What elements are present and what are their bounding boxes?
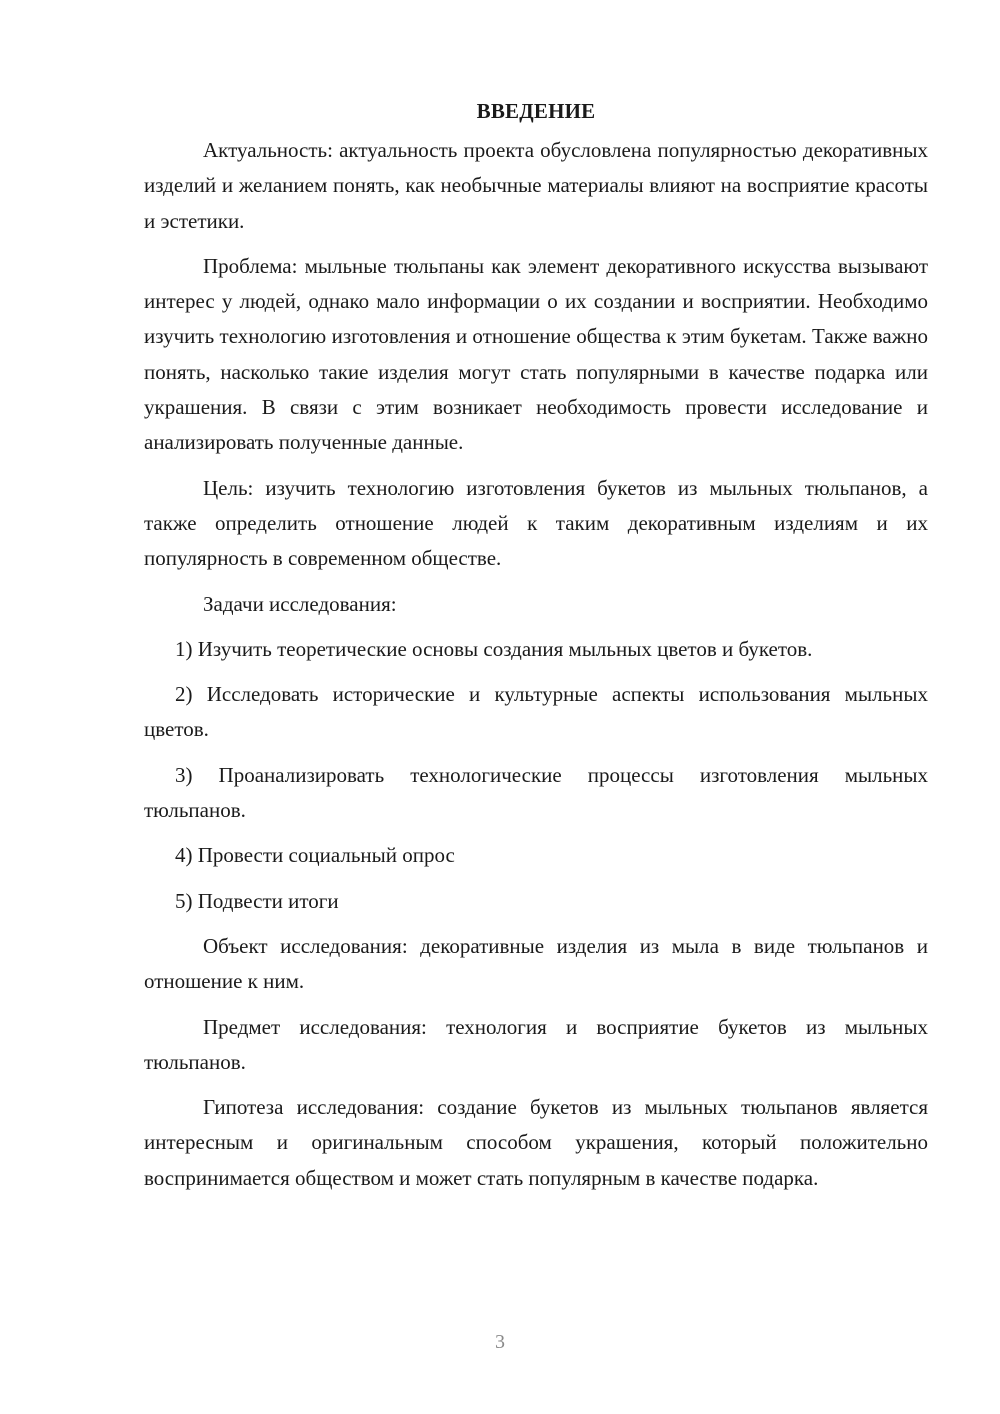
task-item-4: 4) Провести социальный опрос [175,843,455,868]
task-item-1: 1) Изучить теоретические основы создания мыльных цветов и букетов. [175,636,813,661]
paragraph-hypothesis: Гипотеза исследования: создание букетов из мыльных тюльпанов является интересным и оригинальным способом украшения, который положительно воспринимается обществом и может стать популярным в качестве подарка. [144,1095,928,1190]
paragraph-tasks-heading: Задачи исследования: [203,591,397,616]
page-content [144,94,928,1206]
task-item-2: 2) Исследовать исторические и культурные аспекты использования мыльных цветов. [144,682,928,742]
page-number: 3 [495,1331,505,1353]
paragraph-relevance: Актуальность: актуальность проекта обусловлена популярностью декоративных изделий и желанием понять, как необычные материалы влияют на восприятие красоты и эстетики. [144,138,928,233]
paragraph-object: Объект исследования: декоративные изделия из мыла в виде тюльпанов и отношение к ним. [144,933,928,994]
task-item-5: 5) Подвести итоги [175,888,339,913]
task-item-3: 3) Проанализировать технологические процессы изготовления мыльных тюльпанов. [144,762,928,823]
paragraph-subject: Предмет исследования: технология и восприятие букетов из мыльных тюльпанов. [144,1014,928,1074]
paragraph-goal: Цель: изучить технологию изготовления букетов из мыльных тюльпанов, а также определить отношение людей к таким декоративным изделиям и их популярность в современном обществе. [144,475,928,571]
page-title: ВВЕДЕНИЕ [476,99,596,123]
paragraph-problem: Проблема: мыльные тюльпаны как элемент декоративного искусства вызывают интерес у людей, однако мало информации о их создании и восприятии. Необходимо изучить технологию изготовления и отношение общества к этим букетам. Также важно понять, насколько такие изделия могут стать популярными в качестве подарка или украшения. В связи с этим возникает необходимость провести исследование и анализировать полученные данные. [144,253,928,455]
